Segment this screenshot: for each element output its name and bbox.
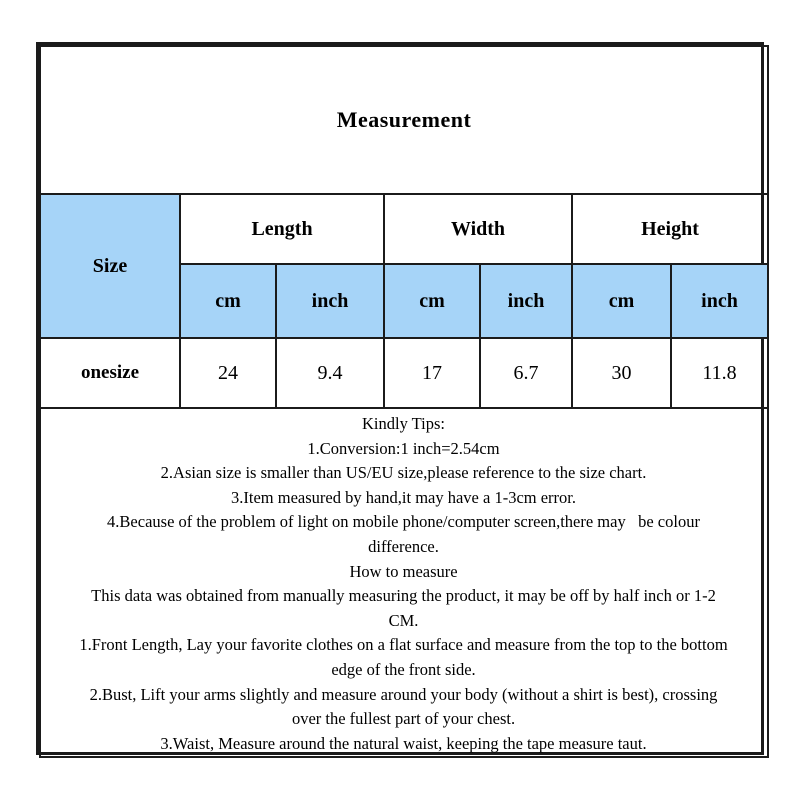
tips-line: 4.Because of the problem of light on mobile phone/computer screen,there may be colour xyxy=(107,512,700,532)
title-row xyxy=(40,46,768,194)
height-inch-value: 11.8 xyxy=(671,338,768,408)
width-cm-value: 17 xyxy=(384,338,480,408)
unit-header-length-cm: cm xyxy=(180,264,276,338)
tips-line: 3.Waist, Measure around the natural waist, keeping the tape measure taut. xyxy=(160,733,647,753)
tips-section xyxy=(40,408,768,757)
width-group-header: Width xyxy=(384,194,572,264)
length-inch-value: 9.4 xyxy=(276,338,384,408)
length-group-header: Length xyxy=(180,194,384,264)
tips-heading: Kindly Tips: xyxy=(362,414,445,433)
measurement-table xyxy=(39,45,769,758)
width-inch-value: 6.7 xyxy=(480,338,572,408)
height-group-header: Height xyxy=(572,194,768,264)
tips-line: edge of the front side. xyxy=(331,659,476,679)
tips-line: 1.Front Length, Lay your favorite clothes on a flat surface and measure from the top to the bottom xyxy=(79,635,728,655)
group-header-row xyxy=(40,194,768,264)
tips-line: CM. xyxy=(388,610,419,630)
tips-row xyxy=(40,408,768,757)
tips-line: 1.Conversion:1 inch=2.54cm xyxy=(307,438,500,458)
unit-header-height-cm: cm xyxy=(572,264,671,338)
tips-line: 2.Asian size is smaller than US/EU size,please reference to the size chart. xyxy=(160,463,647,483)
unit-header-width-inch: inch xyxy=(480,264,572,338)
tips-line: difference. xyxy=(368,536,439,556)
measurement-table-frame xyxy=(36,42,764,755)
length-cm-value: 24 xyxy=(180,338,276,408)
unit-header-height-inch: inch xyxy=(671,264,768,338)
unit-header-width-cm: cm xyxy=(384,264,480,338)
data-row-onesize xyxy=(40,338,768,408)
size-column-header: Size xyxy=(40,194,180,338)
tips-line: 3.Item measured by hand,it may have a 1-3cm error. xyxy=(231,487,577,507)
tips-subheading: How to measure xyxy=(349,561,458,581)
table-title: Measurement xyxy=(40,46,768,194)
tips-line: over the fullest part of your chest. xyxy=(291,709,516,729)
unit-header-length-inch: inch xyxy=(276,264,384,338)
tips-line: This data was obtained from manually measuring the product, it may be off by half inch or 1-2 xyxy=(91,586,716,606)
size-value-cell: onesize xyxy=(40,338,180,408)
tips-line: 2.Bust, Lift your arms slightly and measure around your body (without a shirt is best), crossing xyxy=(89,684,718,704)
height-cm-value: 30 xyxy=(572,338,671,408)
